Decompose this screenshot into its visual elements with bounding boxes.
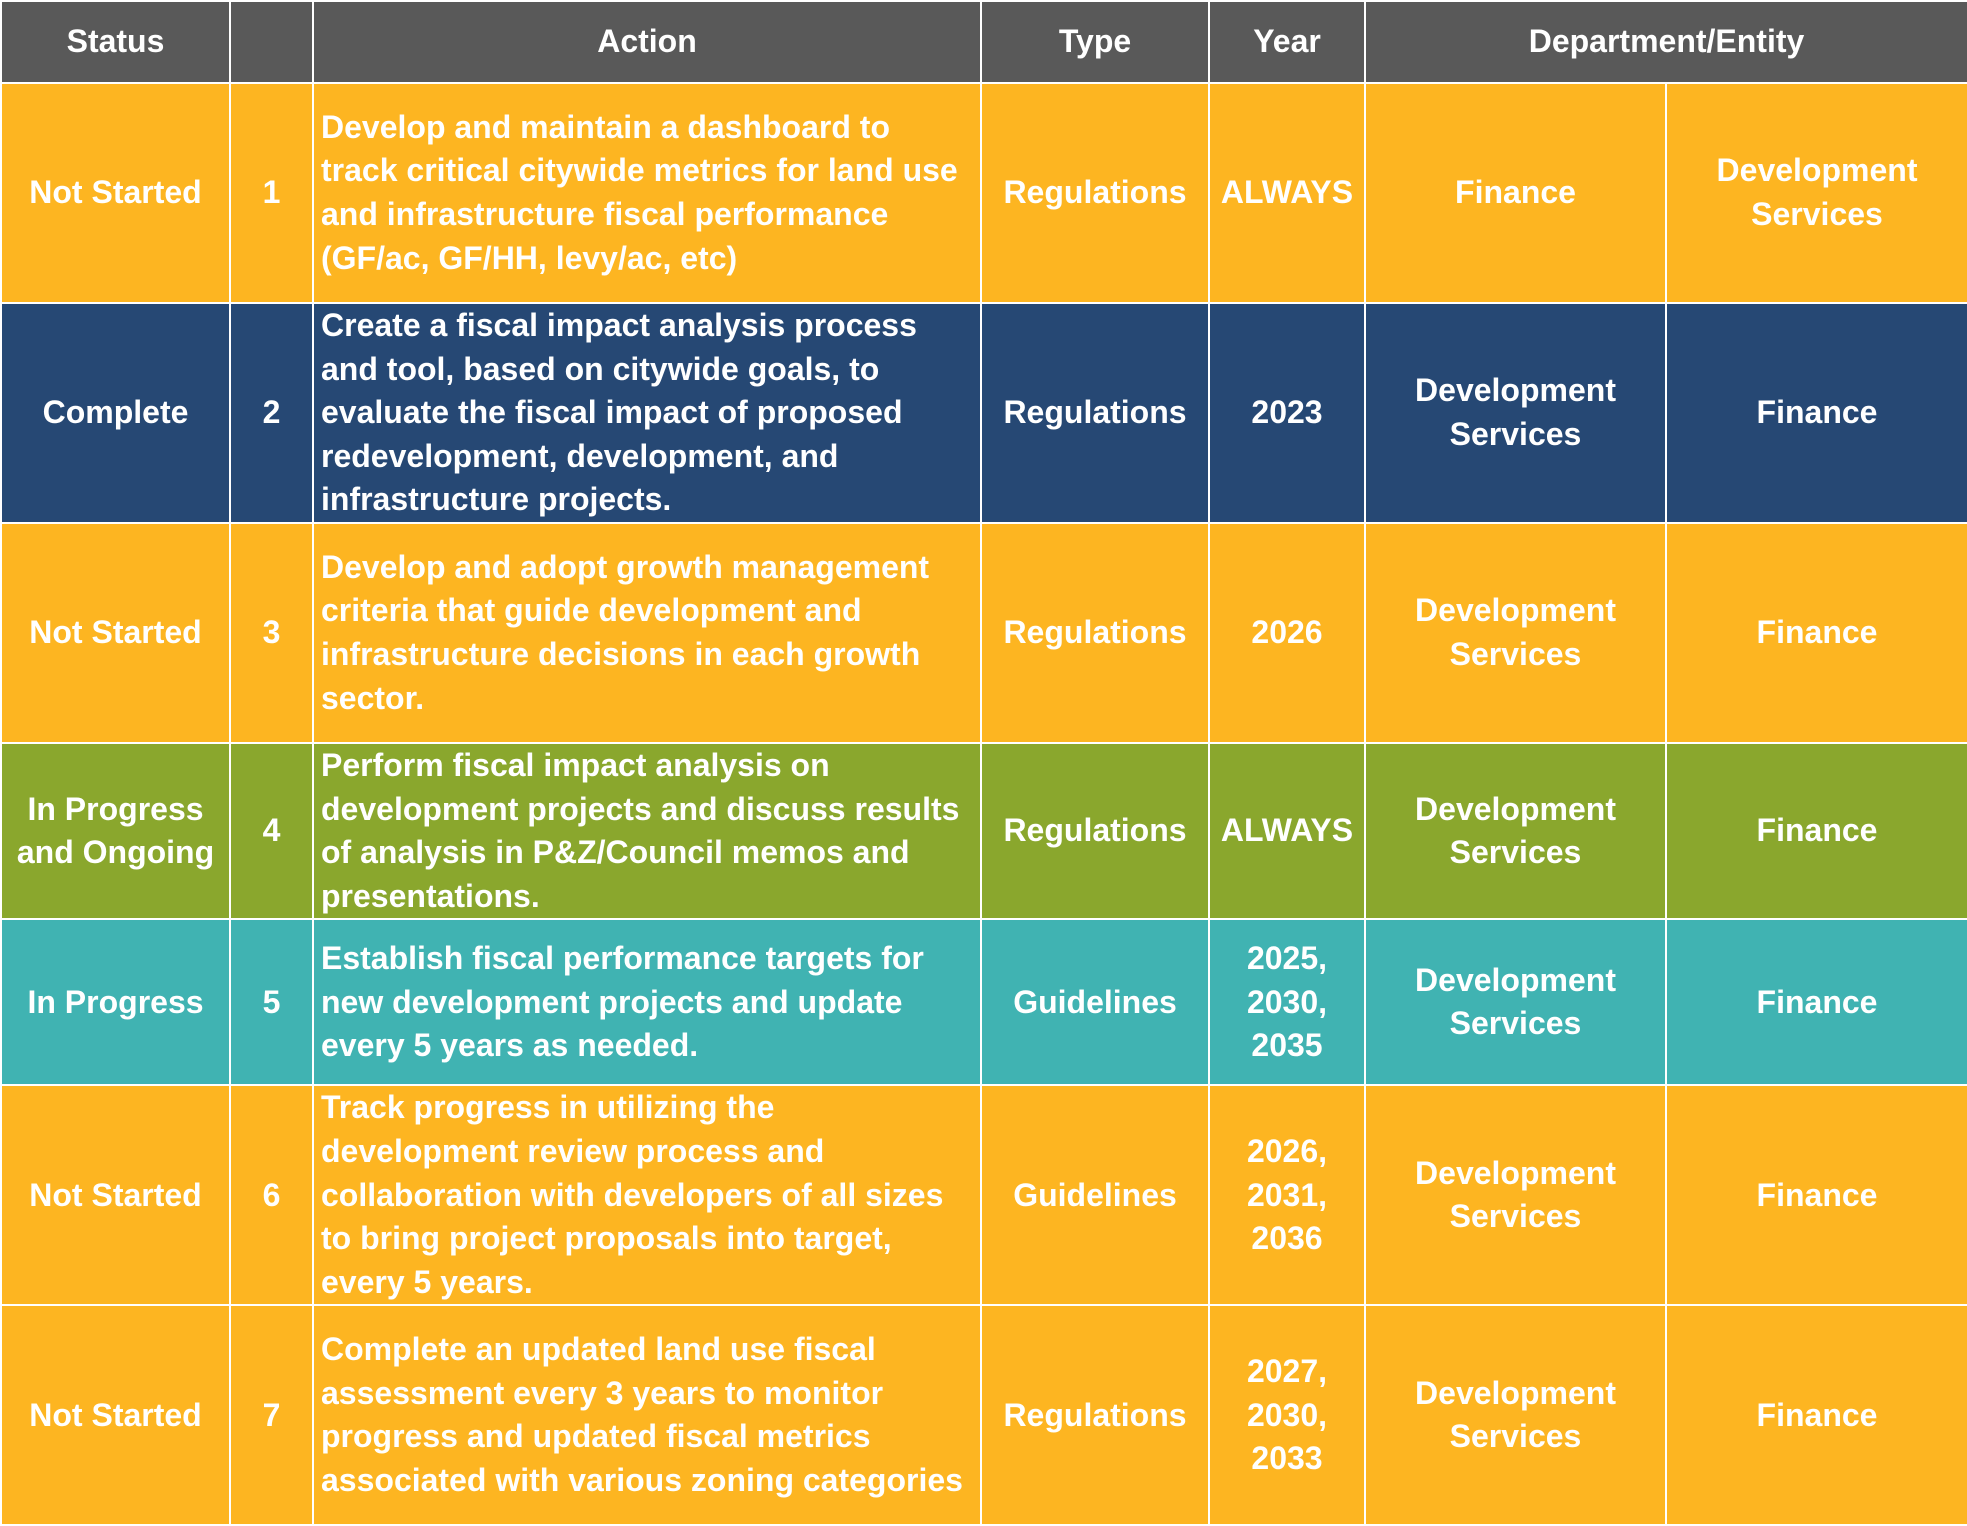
- table-row: [1, 83, 1967, 303]
- dept-support-cell: Development Services: [1666, 83, 1967, 303]
- header-row: [1, 1, 1967, 83]
- row-number: 5: [230, 919, 313, 1085]
- action-cell: Perform fiscal impact analysis on development projects and discuss results of analysis in P&Z/Council memos and presentations.: [313, 743, 981, 919]
- status-cell: Not Started: [1, 1085, 230, 1305]
- dept-support-cell: Finance: [1666, 743, 1967, 919]
- action-cell: Develop and adopt growth management criteria that guide development and infrastructure decisions in each growth sector.: [313, 523, 981, 743]
- type-cell: Regulations: [981, 1305, 1209, 1525]
- year-cell: ALWAYS: [1209, 743, 1365, 919]
- year-cell: ALWAYS: [1209, 83, 1365, 303]
- dept-lead-cell: Finance: [1365, 83, 1666, 303]
- header-action: Action: [313, 1, 981, 83]
- table-row: [1, 1085, 1967, 1305]
- table-row: [1, 523, 1967, 743]
- row-number: 4: [230, 743, 313, 919]
- type-cell: Regulations: [981, 743, 1209, 919]
- action-cell: Track progress in utilizing the development review process and collaboration with developers of all sizes to bring project proposals into target, every 5 years.: [313, 1085, 981, 1305]
- dept-lead-cell: Development Services: [1365, 1305, 1666, 1525]
- year-cell: 2027, 2030, 2033: [1209, 1305, 1365, 1525]
- status-cell: Not Started: [1, 1305, 230, 1525]
- status-cell: Complete: [1, 303, 230, 523]
- year-cell: 2026, 2031, 2036: [1209, 1085, 1365, 1305]
- table-row: [1, 919, 1967, 1085]
- dept-lead-cell: Development Services: [1365, 743, 1666, 919]
- table-row: [1, 743, 1967, 919]
- header-number: [230, 1, 313, 83]
- status-cell: Not Started: [1, 83, 230, 303]
- status-cell: Not Started: [1, 523, 230, 743]
- table-row: [1, 1305, 1967, 1525]
- header-department: Department/Entity: [1365, 1, 1967, 83]
- header-year: Year: [1209, 1, 1365, 83]
- year-cell: 2025, 2030, 2035: [1209, 919, 1365, 1085]
- dept-support-cell: Finance: [1666, 1085, 1967, 1305]
- dept-support-cell: Finance: [1666, 303, 1967, 523]
- type-cell: Regulations: [981, 83, 1209, 303]
- row-number: 2: [230, 303, 313, 523]
- type-cell: Guidelines: [981, 919, 1209, 1085]
- action-cell: Complete an updated land use fiscal assessment every 3 years to monitor progress and updated fiscal metrics associated with various zoning categories: [313, 1305, 981, 1525]
- action-cell: Create a fiscal impact analysis process and tool, based on citywide goals, to evaluate the fiscal impact of proposed redevelopment, development, and infrastructure projects.: [313, 303, 981, 523]
- row-number: 3: [230, 523, 313, 743]
- dept-lead-cell: Development Services: [1365, 919, 1666, 1085]
- type-cell: Regulations: [981, 303, 1209, 523]
- header-type: Type: [981, 1, 1209, 83]
- dept-lead-cell: Development Services: [1365, 523, 1666, 743]
- table-row: [1, 303, 1967, 523]
- dept-support-cell: Finance: [1666, 919, 1967, 1085]
- type-cell: Guidelines: [981, 1085, 1209, 1305]
- year-cell: 2026: [1209, 523, 1365, 743]
- row-number: 6: [230, 1085, 313, 1305]
- dept-lead-cell: Development Services: [1365, 303, 1666, 523]
- year-cell: 2023: [1209, 303, 1365, 523]
- status-cell: In Progress and Ongoing: [1, 743, 230, 919]
- status-cell: In Progress: [1, 919, 230, 1085]
- dept-support-cell: Finance: [1666, 1305, 1967, 1525]
- action-cell: Develop and maintain a dashboard to track critical citywide metrics for land use and infrastructure fiscal performance (GF/ac, GF/HH, levy/ac, etc): [313, 83, 981, 303]
- row-number: 7: [230, 1305, 313, 1525]
- type-cell: Regulations: [981, 523, 1209, 743]
- action-cell: Establish fiscal performance targets for new development projects and update every 5 years as needed.: [313, 919, 981, 1085]
- header-status: Status: [1, 1, 230, 83]
- dept-lead-cell: Development Services: [1365, 1085, 1666, 1305]
- dept-support-cell: Finance: [1666, 523, 1967, 743]
- row-number: 1: [230, 83, 313, 303]
